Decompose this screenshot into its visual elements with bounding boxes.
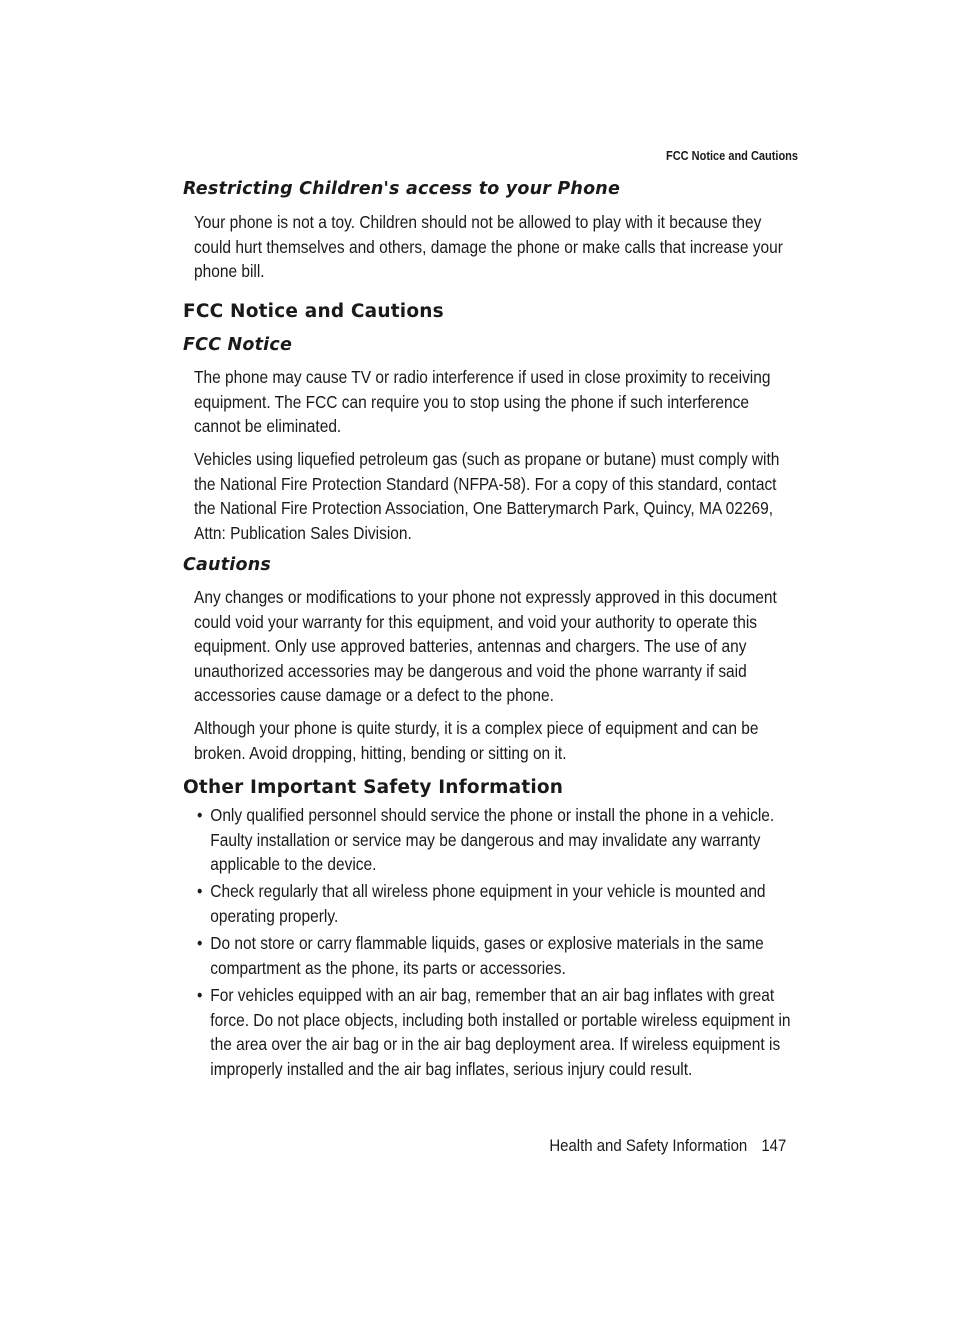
bullet-text: Check regularly that all wireless phone equipment in your vehicle is mounted and operating properly. <box>210 881 766 926</box>
fcc-notice-paragraph-2: Vehicles using liquefied petroleum gas (such as propane or butane) must comply with the National Fire Protection Standard (NFPA-58). For a copy of this standard, contact the National Fire Protection Association, One Batterymarch Park, Quincy, MA 02269, Attn: Publication Sales Division. <box>194 449 780 543</box>
list-item <box>197 983 801 1105</box>
cautions-heading: Cautions <box>183 555 271 575</box>
list-item <box>197 879 801 928</box>
page-footer <box>549 1136 786 1156</box>
bullet-text: Do not store or carry flammable liquids, gases or explosive materials in the same compartment as the phone, its parts or accessories. <box>210 933 764 978</box>
running-header: FCC Notice and Cautions <box>665 149 798 163</box>
safety-bullet-list <box>183 803 803 1105</box>
footer-chapter: Health and Safety Information <box>549 1136 747 1155</box>
bullet-text: For vehicles equipped with an air bag, remember that an air bag inflates with great force. Do not place objects, including both installed or portable wireless equipment in the area over the air bag or in the air bag deployment area. If wireless equipment is improperly installed and the air bag inflates, serious injury could result. <box>210 985 791 1079</box>
fcc-notice-heading: FCC Notice <box>183 335 293 355</box>
cautions-paragraph-1: Any changes or modifications to your phone not expressly approved in this document could void your warranty for this equipment, and void your authority to operate this equipment. Only use approved batteries, antennas and chargers. The use of any unauthorized accessories may be dangerous and void the phone warranty if said accessories cause damage or a defect to the phone. <box>194 587 777 705</box>
page-content <box>183 176 803 1108</box>
list-item <box>197 803 801 876</box>
other-safety-heading: Other Important Safety Information <box>183 777 564 798</box>
bullet-icon: • <box>197 805 203 825</box>
bullet-text: Only qualified personnel should service the phone or install the phone in a vehicle. Faulty installation or service may be dangerous and may invalidate any warranty applicable to the device. <box>210 805 775 874</box>
bullet-icon: • <box>197 985 203 1005</box>
bullet-icon: • <box>197 881 203 901</box>
page-number: 147 <box>761 1136 786 1155</box>
fcc-section-heading: FCC Notice and Cautions <box>183 301 444 322</box>
list-item <box>197 931 801 980</box>
cautions-paragraph-2: Although your phone is quite sturdy, it is a complex piece of equipment and can be broken. Avoid dropping, hitting, bending or sitting on it. <box>194 718 759 763</box>
bullet-icon: • <box>197 933 203 953</box>
restricting-heading: Restricting Children's access to your Phone <box>183 179 621 199</box>
restricting-paragraph: Your phone is not a toy. Children should not be allowed to play with it because they could hurt themselves and others, damage the phone or make calls that increase your phone bill. <box>194 212 783 281</box>
fcc-notice-paragraph-1: The phone may cause TV or radio interference if used in close proximity to receiving equipment. The FCC can require you to stop using the phone if such interference cannot be eliminated. <box>194 367 771 436</box>
